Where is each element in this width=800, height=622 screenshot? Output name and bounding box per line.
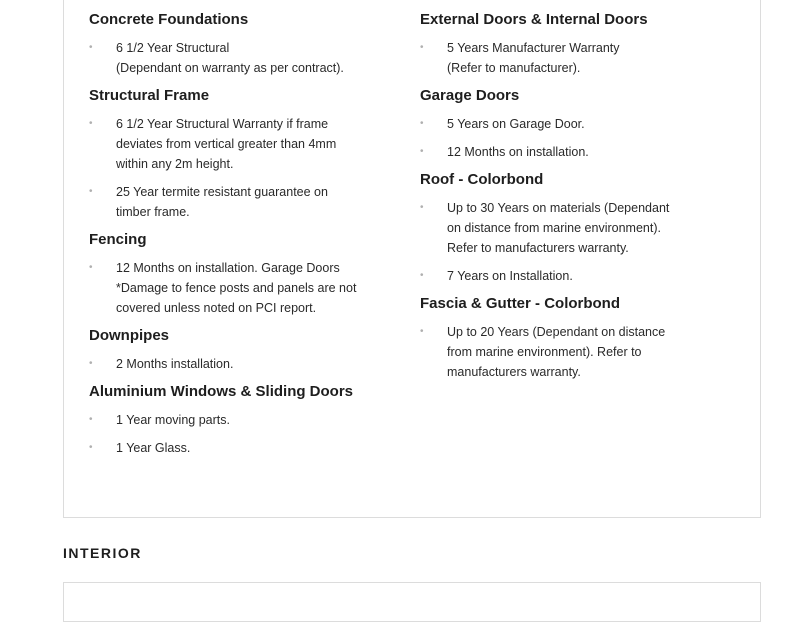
bullet-icon: • [89,42,93,53]
bullet-icon: • [89,358,93,369]
list-item [420,38,740,78]
warranty-list [89,114,389,222]
warranty-list [89,354,389,374]
warranty-list [420,322,740,382]
list-item-text: 25 Year termite resistant guarantee on timber frame. [116,185,328,219]
section-aluminium-windows-and-sliding-doors [89,382,389,458]
exterior-warranty-card [63,0,761,518]
bullet-icon: • [89,414,93,425]
list-item [420,322,740,382]
bullet-icon: • [420,202,424,213]
list-item [89,258,389,318]
warranty-list [420,38,740,78]
bullet-icon: • [420,146,424,157]
bullet-icon: • [89,118,93,129]
list-item-text: 2 Months installation. [116,357,234,371]
bullet-icon: • [89,186,93,197]
section-title: External Doors & Internal Doors [420,11,648,28]
section-title: Structural Frame [89,87,210,104]
section-title: Concrete Foundations [89,11,249,28]
list-item-text: 1 Year Glass. [116,441,191,455]
list-item [420,114,740,134]
section-title: Garage Doors [420,87,520,104]
list-item [89,438,389,458]
bullet-icon: • [420,326,424,337]
section-downpipes [89,326,389,374]
left-column [89,10,389,466]
section-garage-doors [420,86,740,162]
section-title: Fencing [89,231,147,248]
list-item [89,410,389,430]
list-item-text: 6 1/2 Year Structural Warranty if frame deviates from vertical greater than 4mm within any 2m height. [116,117,337,171]
section-title: Aluminium Windows & Sliding Doors [89,383,354,400]
section-fascia-and-gutter-colorbond [420,294,740,382]
list-item [420,266,740,286]
list-item [89,182,389,222]
section-structural-frame [89,86,389,222]
list-item-text: 12 Months on installation. Garage Doors *Damage to fence posts and panels are not covered unless noted on PCI report. [116,261,357,315]
warranty-list [420,114,740,162]
warranty-list [89,258,389,318]
section-title: Roof - Colorbond [420,171,544,188]
section-title: Downpipes [89,327,170,344]
bullet-icon: • [420,118,424,129]
bullet-icon: • [420,270,424,281]
right-column [420,10,740,390]
list-item-text: 12 Months on installation. [447,145,589,159]
interior-heading: INTERIOR [63,545,142,561]
list-item-text: 5 Years on Garage Door. [447,117,585,131]
list-item-text: Up to 30 Years on materials (Dependant on distance from marine environment). Refer to manufacturers warranty. [447,201,670,255]
list-item [89,114,389,174]
section-title: Fascia & Gutter - Colorbond [420,295,621,312]
list-item-text: 1 Year moving parts. [116,413,230,427]
list-item-text: 5 Years Manufacturer Warranty (Refer to manufacturer). [447,41,620,75]
list-item [89,38,389,78]
list-item [89,354,389,374]
warranty-list [89,38,389,78]
list-item-text: 6 1/2 Year Structural (Dependant on warranty as per contract). [116,41,344,75]
warranty-list [89,410,389,458]
list-item-text: Up to 20 Years (Dependant on distance from marine environment). Refer to manufacturers warranty. [447,325,666,379]
section-roof-colorbond [420,170,740,286]
section-external-doors-and-internal-doors [420,10,740,78]
list-item [420,142,740,162]
bullet-icon: • [89,442,93,453]
list-item [420,198,740,258]
section-concrete-foundations [89,10,389,78]
bullet-icon: • [89,262,93,273]
warranty-list [420,198,740,286]
section-fencing [89,230,389,318]
interior-card [63,582,761,622]
list-item-text: 7 Years on Installation. [447,269,573,283]
bullet-icon: • [420,42,424,53]
